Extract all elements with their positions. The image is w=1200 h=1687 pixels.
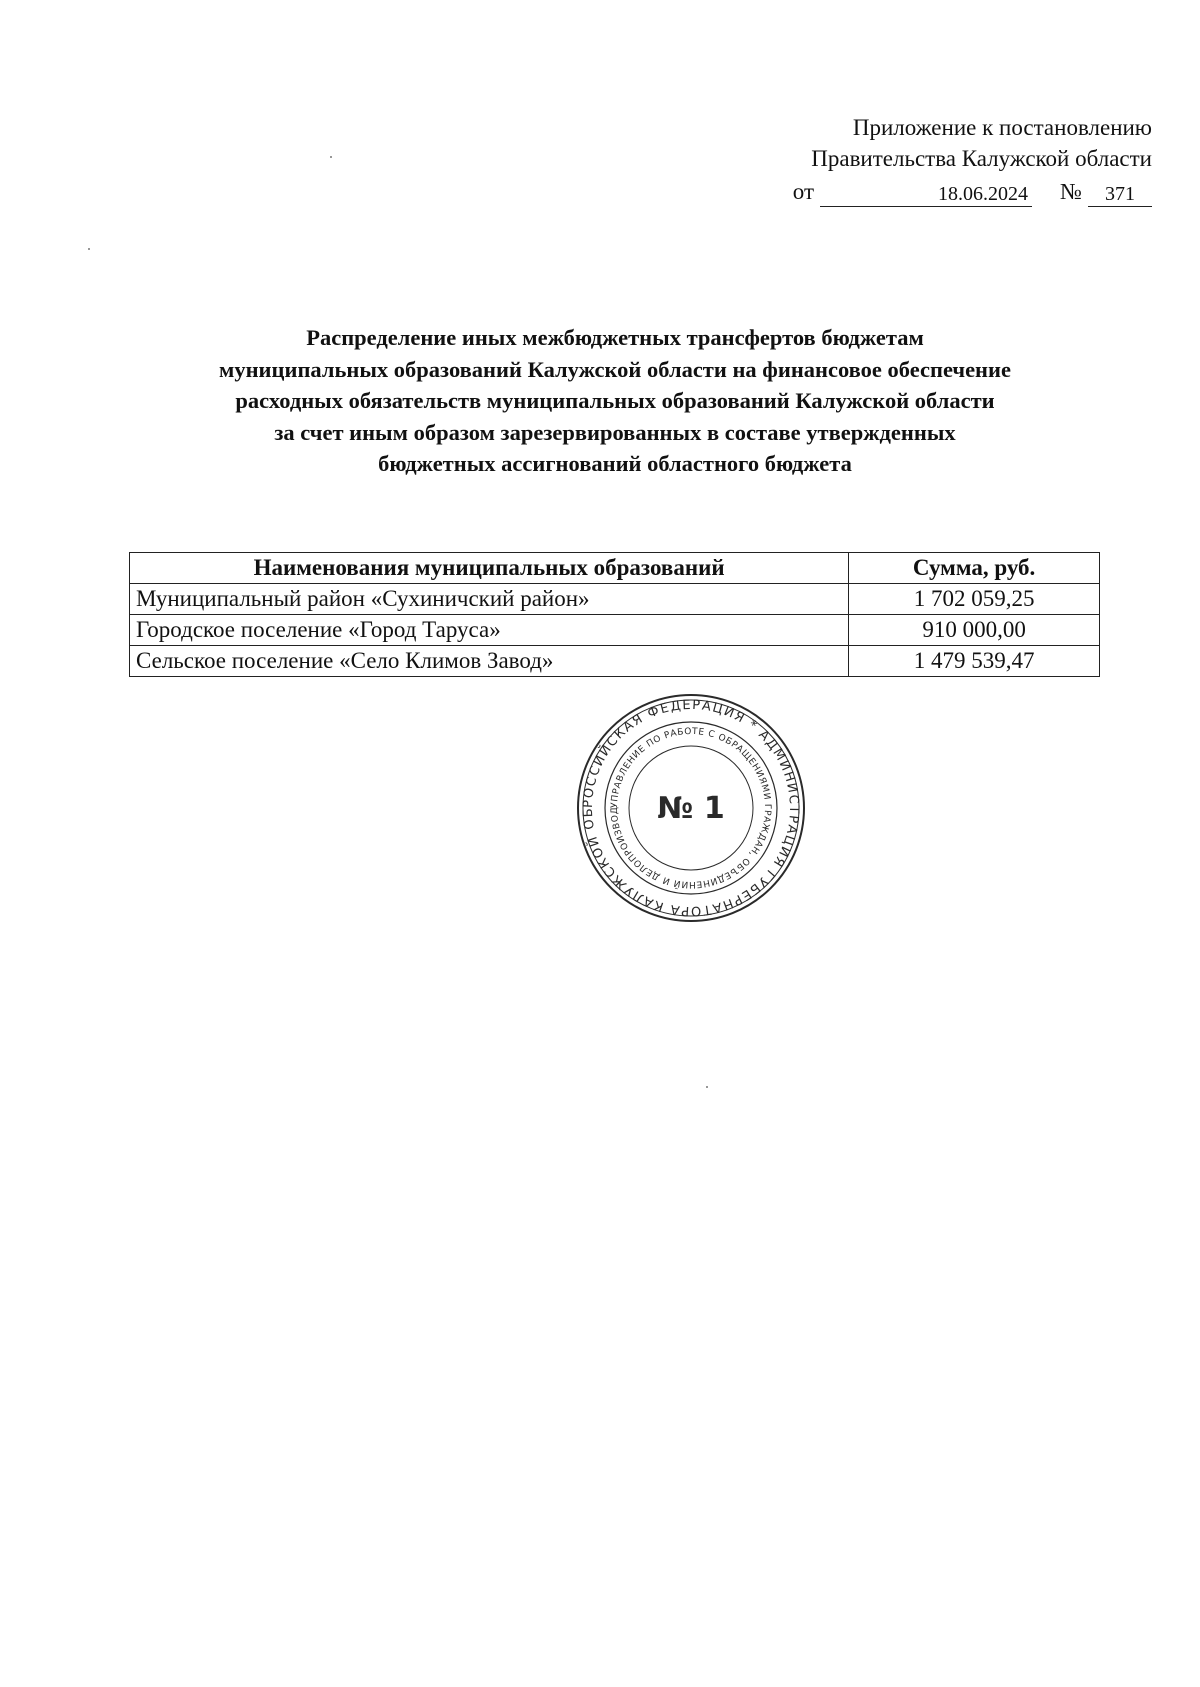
title-line: муниципальных образований Калужской области на финансовое обеспечение — [219, 356, 1011, 382]
title-line: расходных обязательств муниципальных образований Калужской области — [235, 388, 995, 413]
title-line: за счет иным образом зарезервированных в составе утвержденных — [274, 419, 956, 445]
table-row — [130, 615, 1100, 646]
table-row — [130, 646, 1100, 677]
date-prefix: от — [792, 179, 815, 204]
resolution-date: 18.06.2024 — [820, 182, 1032, 207]
scan-speck — [88, 248, 90, 250]
resolution-number: 371 — [1088, 182, 1152, 207]
title-line: бюджетных ассигнований областного бюджета — [378, 451, 852, 476]
municipality-name-cell: Сельское поселение «Село Климов Завод» — [130, 646, 849, 677]
official-seal — [575, 692, 807, 924]
municipality-name-cell: Городское поселение «Город Таруса» — [130, 615, 849, 646]
header-government-line: Правительства Калужской области — [811, 146, 1152, 171]
seal-center-number: № 1 — [657, 791, 725, 826]
table-row — [130, 584, 1100, 615]
municipality-name-cell: Муниципальный район «Сухиничский район» — [130, 584, 849, 615]
title-line: Распределение иных межбюджетных трансфертов бюджетам — [306, 325, 924, 350]
number-sign: № — [1060, 179, 1082, 204]
scan-speck — [706, 1086, 708, 1088]
table-header-row — [130, 553, 1100, 584]
header-appendix-line: Приложение к постановлению — [852, 115, 1152, 140]
seal-outer-text-path: РОССИЙСКАЯ ФЕДЕРАЦИЯ * АДМИНИСТРАЦИЯ ГУБЕРНАТОРА КАЛУЖСКОЙ ОБ — [580, 697, 802, 919]
sum-cell: 1 479 539,47 — [849, 646, 1100, 677]
document-title — [130, 322, 1100, 480]
distribution-table — [129, 552, 1100, 677]
sum-cell: 910 000,00 — [849, 615, 1100, 646]
seal-inner-text-path: УПРАВЛЕНИЕ ПО РАБОТЕ С ОБРАЩЕНИЯМИ ГРАЖДАН, ОБЪЕДИНЕНИЙ И ДЕЛОПРОИЗВОД — [609, 726, 773, 890]
column-header-sum: Сумма, руб. — [849, 553, 1100, 584]
column-header-name: Наименования муниципальных образований — [130, 553, 849, 584]
scan-speck — [330, 156, 332, 158]
header-date-number-line — [672, 176, 1152, 207]
sum-cell: 1 702 059,25 — [849, 584, 1100, 615]
document-header — [672, 112, 1152, 207]
seal-graphic — [575, 692, 807, 924]
